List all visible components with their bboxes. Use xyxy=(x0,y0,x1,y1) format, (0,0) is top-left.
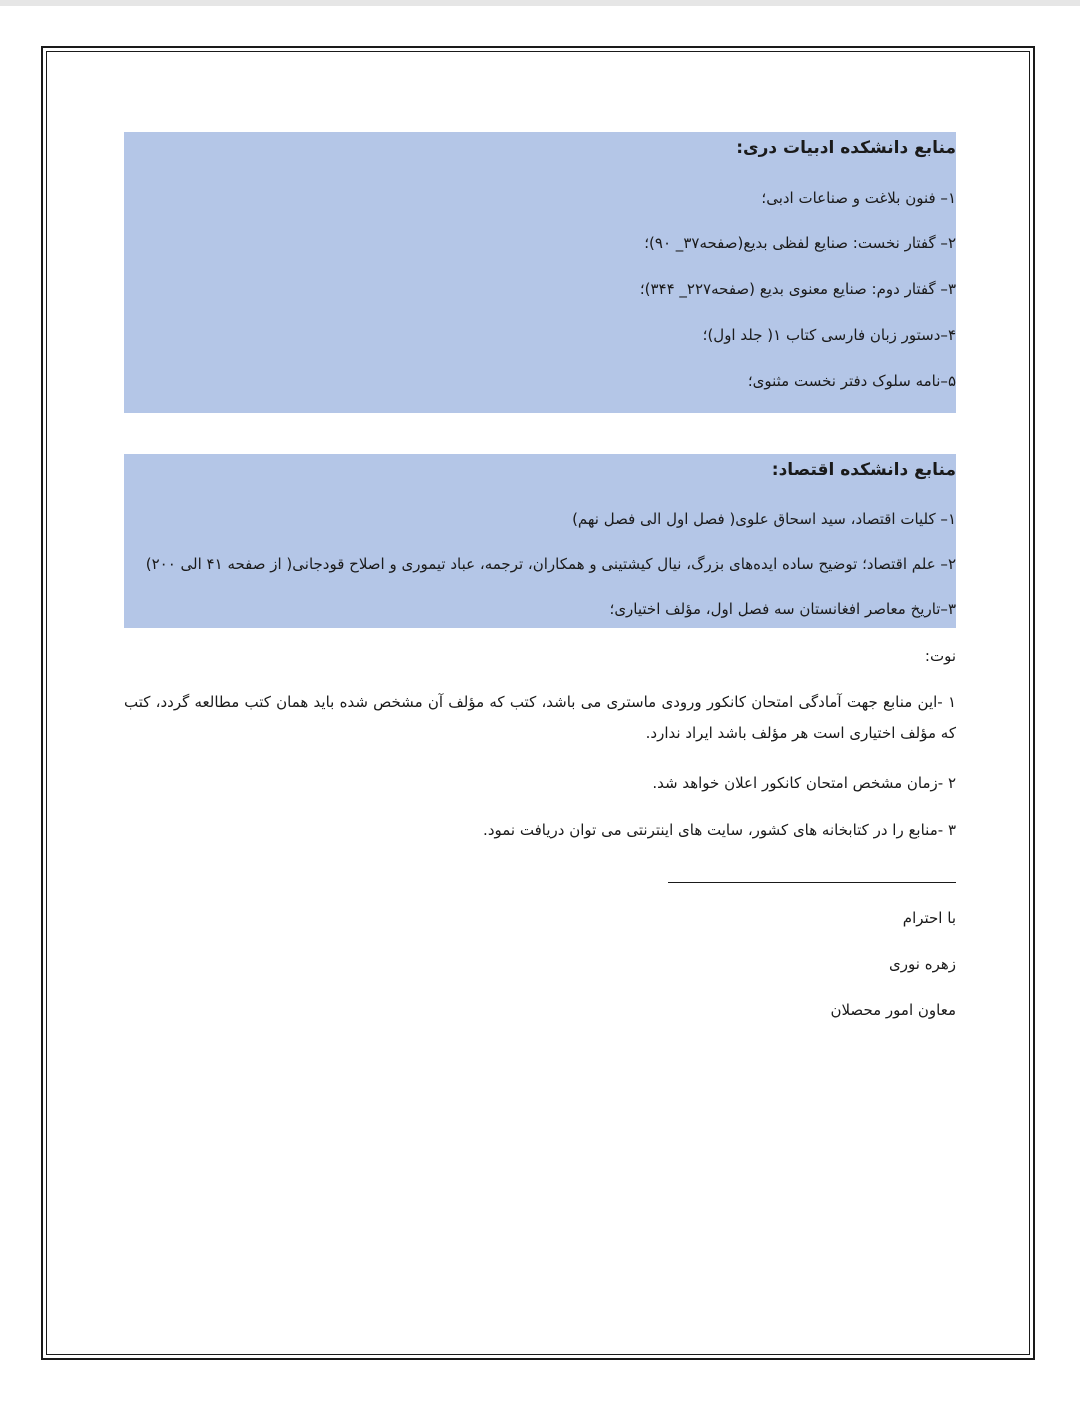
literature-item: ۳– گفتار دوم: صنایع معنوی بدیع (صفحه۲۲۷_ ۳۴۴)؛ xyxy=(639,280,956,298)
economics-item: ۲– علم اقتصاد؛ توضیح ساده ایده‌های بزرگ، نیال کیشتینی و همکاران، ترجمه، عباد تیموری و اصلاح قودجانی( از صفحه ۴۱ الی ۲۰۰) xyxy=(145,555,956,573)
economics-heading: منابع دانشکده اقتصاد: xyxy=(771,460,956,480)
signature-divider xyxy=(668,882,956,883)
note-item: ۱ -این منابع جهت آمادگی امتحان کانکور ورودی ماستری می باشد، کتب که مؤلف آن مشخص شده باید همان کتب مطالعه گردد، کتب که مؤلف اختیاری است هر مؤلف باشد ایراد ندارد. xyxy=(124,693,956,742)
literature-resources-box xyxy=(124,132,956,413)
signer-title: معاون امور محصلان xyxy=(830,1001,956,1019)
literature-item: ۵–نامه سلوک دفتر نخست مثنوی؛ xyxy=(747,372,956,390)
note-item: ۳ -منابع را در کتابخانه های کشور، سایت های اینترنتی می توان دریافت نمود. xyxy=(483,821,956,839)
literature-heading: منابع دانشکده ادبیات دری: xyxy=(736,138,956,158)
economics-item: ۳–تاریخ معاصر افغانستان سه فصل اول، مؤلف اختیاری؛ xyxy=(609,600,956,618)
viewer-top-strip xyxy=(0,0,1080,6)
signer-name: زهره نوری xyxy=(889,955,956,973)
economics-resources-box xyxy=(124,454,956,628)
literature-item: ۲– گفتار نخست: صنایع لفظی بدیع(صفحه۳۷_ ۹۰)؛ xyxy=(644,234,956,252)
literature-item: ۱– فنون بلاغت و صناعات ادبی؛ xyxy=(761,189,956,207)
notes-label: نوت: xyxy=(924,647,956,665)
closing-text: با احترام xyxy=(902,909,956,927)
note-item: ۲ -زمان مشخص امتحان کانکور اعلان خواهد شد. xyxy=(652,774,956,792)
economics-item: ۱– کلیات اقتصاد، سید اسحاق علوی( فصل اول الی فصل نهم) xyxy=(572,510,956,528)
literature-item: ۴–دستور زبان فارسی کتاب ۱( جلد اول)؛ xyxy=(702,326,956,344)
